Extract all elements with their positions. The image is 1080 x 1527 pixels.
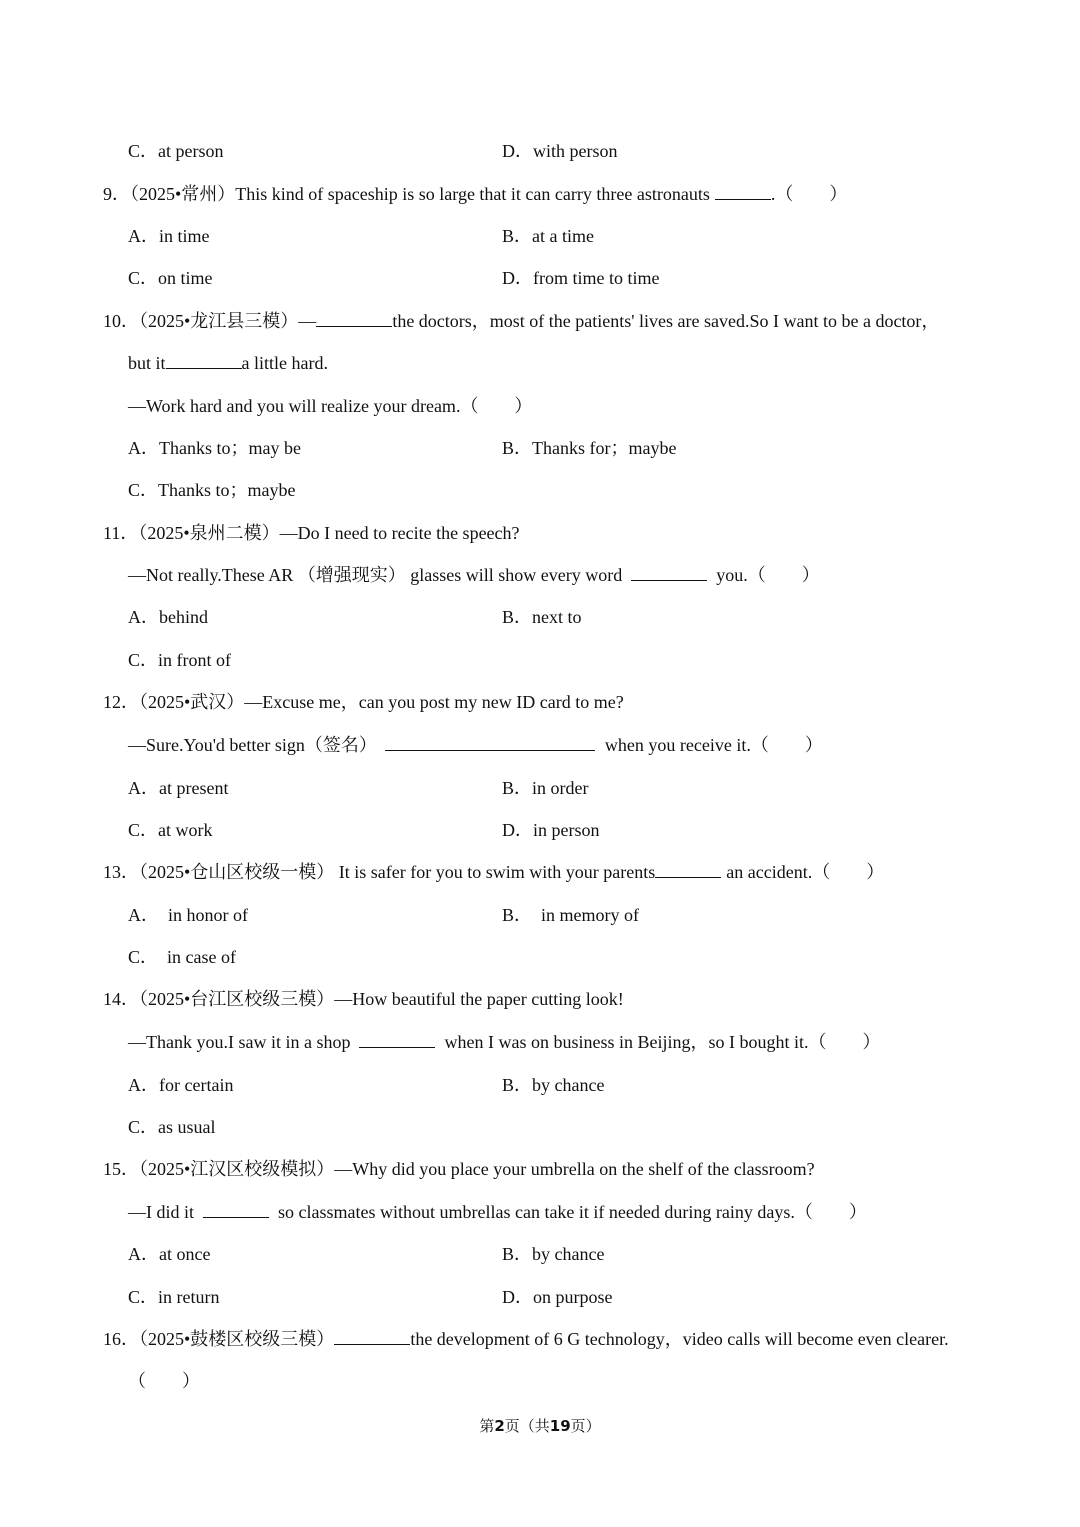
footer-mid: 页（共 xyxy=(504,1417,550,1435)
q15-option-a: A．at once xyxy=(128,1244,211,1264)
question-12: 12．（2025•武汉）—Excuse me，can you post my new ID card to me? xyxy=(103,692,624,712)
q13-option-c: C． in case of xyxy=(128,947,236,967)
answer-blank xyxy=(631,564,707,581)
q12-option-d: D．in person xyxy=(502,820,600,840)
q9-option-a: A．in time xyxy=(128,226,210,246)
question-9-text: 9．（2025•常州）This kind of spaceship is so large that it can carry three astronauts xyxy=(103,184,710,204)
q14-option-b: B．by chance xyxy=(502,1075,605,1095)
question-10-text-2a: but it xyxy=(128,353,166,373)
q10-option-b: B．Thanks for；maybe xyxy=(502,438,677,458)
q10-option-c: C．Thanks to；maybe xyxy=(128,480,296,500)
question-15-line-2 xyxy=(128,1201,867,1223)
answer-blank xyxy=(359,1031,435,1048)
question-14-text-2b: when I was on business in Beijing，so I bought it.（ ） xyxy=(444,1032,881,1052)
page-footer xyxy=(0,1416,1080,1436)
q15-option-c: C．in return xyxy=(128,1287,220,1307)
question-14: 14．（2025•台江区校级三模）—How beautiful the paper cutting look! xyxy=(103,989,624,1009)
question-10-text-2b: a little hard. xyxy=(241,353,328,373)
question-11: 11．（2025•泉州二模）—Do I need to recite the speech? xyxy=(103,523,520,543)
question-9 xyxy=(103,183,847,205)
q12-option-c: C．at work xyxy=(128,820,213,840)
q11-option-b: B．next to xyxy=(502,607,582,627)
question-10-line-3: —Work hard and you will realize your dream.（ ） xyxy=(128,396,533,416)
question-14-text-2a: —Thank you.I saw it in a shop xyxy=(128,1032,351,1052)
question-12-text-2a: —Sure.You'd better sign（签名） xyxy=(128,735,377,755)
question-10-text: 10．（2025•龙江县三模）— xyxy=(103,311,317,331)
footer-post: 页） xyxy=(570,1417,601,1435)
answer-blank xyxy=(203,1201,269,1218)
question-16-text-tail: the development of 6 G technology，video calls will become even clearer. xyxy=(410,1329,949,1349)
question-11-text-2b: you.（ ） xyxy=(716,565,820,585)
answer-blank xyxy=(316,310,392,327)
page-number: 2 xyxy=(494,1417,505,1435)
question-15-text-2a: —I did it xyxy=(128,1202,194,1222)
q11-option-c: C．in front of xyxy=(128,650,231,670)
question-11-line-2 xyxy=(128,564,820,586)
question-12-line-2 xyxy=(128,734,823,756)
q11-option-a: A．behind xyxy=(128,607,208,627)
q12-option-b: B．in order xyxy=(502,778,589,798)
q12-option-a: A．at present xyxy=(128,778,229,798)
q15-option-b: B．by chance xyxy=(502,1244,605,1264)
question-15-text-2b: so classmates without umbrellas can take it if needed during rainy days.（ ） xyxy=(278,1202,867,1222)
question-11-text-2a: —Not really.These AR （增强现实） glasses will show every word xyxy=(128,565,623,585)
question-16-paren: （ ） xyxy=(128,1371,200,1391)
answer-blank xyxy=(655,861,721,878)
q9-option-b: B．at a time xyxy=(502,226,594,246)
q13-option-b: B． in memory of xyxy=(502,905,639,925)
q9-option-d: D．from time to time xyxy=(502,268,660,288)
answer-blank xyxy=(334,1328,410,1345)
question-15: 15．（2025•江汉区校级模拟）—Why did you place your umbrella on the shelf of the classroom? xyxy=(103,1159,815,1179)
q15-option-d: D．on purpose xyxy=(502,1287,613,1307)
q13-option-a: A． in honor of xyxy=(128,905,248,925)
q9-option-c: C．on time xyxy=(128,268,213,288)
total-pages: 19 xyxy=(549,1417,571,1435)
question-13-text: 13．（2025•仓山区校级一模） It is safer for you to swim with your parents xyxy=(103,862,656,882)
question-10-line-2 xyxy=(128,352,328,374)
question-12-text-2b: when you receive it.（ ） xyxy=(604,735,823,755)
prev-option-c: C．at person xyxy=(128,141,224,161)
question-13 xyxy=(103,861,884,883)
q10-option-a: A．Thanks to；may be xyxy=(128,438,301,458)
q14-option-a: A．for certain xyxy=(128,1075,234,1095)
question-10-text-mid: the doctors，most of the patients' lives are saved.So I want to be a doctor， xyxy=(392,311,940,331)
q14-option-c: C．as usual xyxy=(128,1117,216,1137)
question-16-text: 16．（2025•鼓楼区校级三模） xyxy=(103,1329,335,1349)
question-16 xyxy=(103,1328,949,1350)
answer-blank xyxy=(166,352,242,369)
prev-option-d: D．with person xyxy=(502,141,618,161)
footer-pre: 第 xyxy=(479,1417,495,1435)
answer-blank xyxy=(385,734,595,751)
question-14-line-2 xyxy=(128,1031,880,1053)
question-10 xyxy=(103,310,939,332)
question-9-paren: .（ ） xyxy=(770,184,848,204)
answer-blank xyxy=(715,183,771,200)
question-13-text-tail: an accident.（ ） xyxy=(726,862,885,882)
